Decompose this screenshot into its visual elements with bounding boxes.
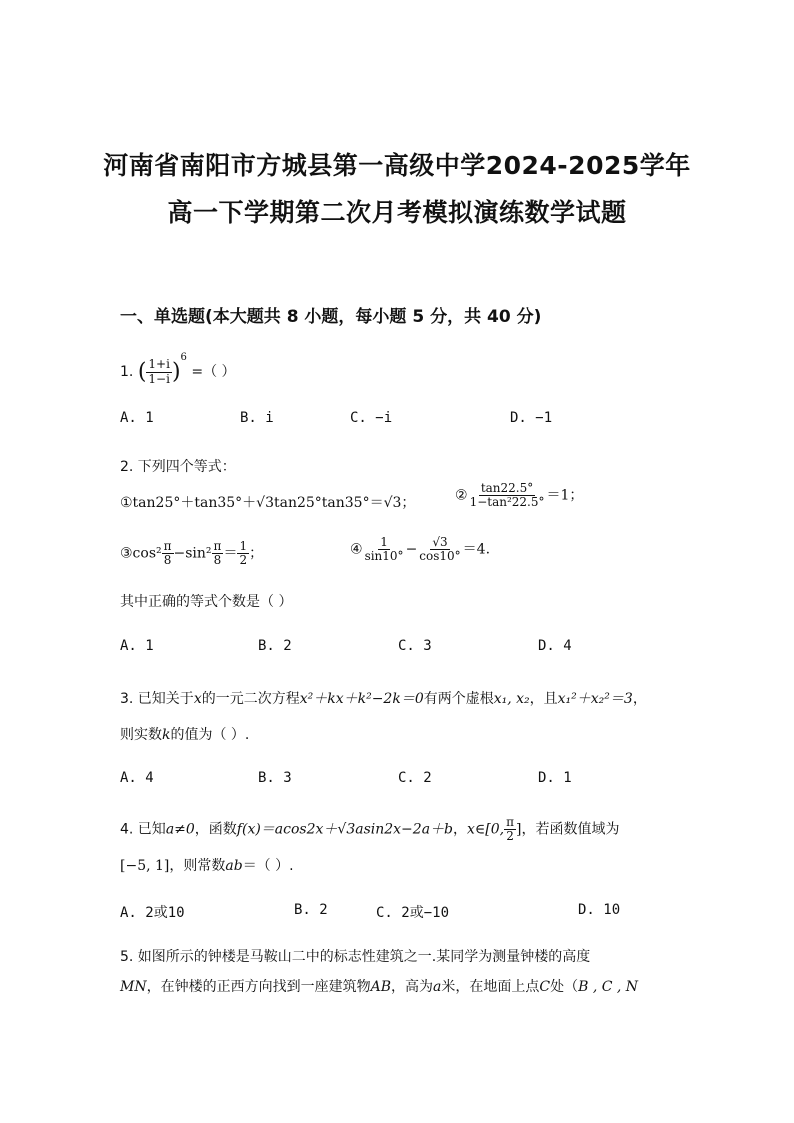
right-paren: ) (171, 359, 181, 385)
title-line-1: 河南省南阳市方城县第一高级中学2024-2025学年 (103, 151, 691, 180)
q1-power: 6 (180, 352, 187, 363)
q1-option-c: C. −i (350, 410, 393, 426)
q1-option-b: B. i (240, 410, 274, 426)
q2-equation-4: ④ $\frac{1}{\sin 10^\circ}$ − $\frac{√3}{\cos 10^\circ}$ ＝4. (350, 535, 491, 564)
q4-option-c: C. 2或−10 (376, 905, 450, 921)
question-1 (120, 352, 236, 386)
q4-option-a: A. 2或10 (120, 905, 185, 921)
q4-option-d: D. 10 (578, 902, 621, 918)
question-4-line-1: 4. 已知a≠0，函数f(x)＝acos2x＋√3asin2x−2a＋b，x∈[0, $\frac{\pi}{2}$ ]，若函数值域为 (120, 815, 620, 844)
q2-question: 其中正确的等式个数是（ ） (120, 594, 293, 610)
question-4-line-2: [−5, 1]，则常数ab＝（ ）. (120, 858, 294, 874)
q2-equation-2: ② $\frac{\tan 22.5^\circ}{\text{1−tan²22.5°}}$ ＝1； (455, 481, 584, 510)
question-1-number: 1. (120, 364, 134, 380)
q3-option-a: A. 4 (120, 770, 154, 786)
q1-fraction: $\frac{1+i}{1-i}$ (148, 357, 170, 386)
title-line-2: 高一下学期第二次月考模拟演练数学试题 (167, 198, 627, 227)
q3-option-d: D. 1 (538, 770, 572, 786)
q2-option-a: A. 1 (120, 638, 154, 654)
q3-option-b: B. 3 (258, 770, 292, 786)
q1-option-d: D. −1 (510, 410, 553, 426)
q1-option-a: A. 1 (120, 410, 154, 426)
q2-option-c: C. 3 (398, 638, 432, 654)
question-3-line-2: 则实数k的值为（ ）. (120, 727, 250, 743)
q2-equation-3: ③cos² $\frac{\pi}{8}$ −sin² $\frac{\pi}{8}$ ＝ $\frac{1}{2}$ ； (120, 539, 264, 568)
question-3-line-1: 3. 已知关于x的一元二次方程x²＋kx＋k²−2k＝0有两个虚根x₁, x₂，且x₁²＋x₂²＝3， (120, 691, 647, 707)
question-2-stem: 2. 下列四个等式： (120, 459, 236, 475)
q4-option-b: B. 2 (294, 902, 328, 918)
q2-equation-1: ①tan25°＋tan35°＋√3tan25°tan35°＝√3； (120, 495, 416, 511)
question-5-line-1: 5. 如图所示的钟楼是马鞍山二中的标志性建筑之一.某同学为测量钟楼的高度 (120, 949, 591, 965)
q2-option-d: D. 4 (538, 638, 572, 654)
question-5-line-2: MN，在钟楼的正西方向找到一座建筑物AB，高为a米，在地面上点C处（B , C , N (120, 979, 639, 995)
section-heading-single-choice: 一、单选题(本大题共 8 小题，每小题 5 分，共 40 分) (120, 307, 542, 327)
left-paren: ( (137, 359, 147, 385)
q2-option-b: B. 2 (258, 638, 292, 654)
q1-tail: =（ ） (191, 364, 236, 380)
q3-option-c: C. 2 (398, 770, 432, 786)
